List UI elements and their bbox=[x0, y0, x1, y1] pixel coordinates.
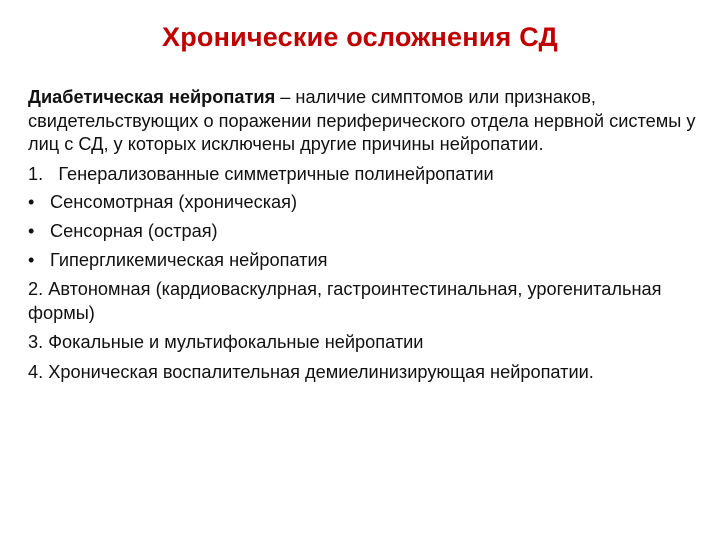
bullet-item bbox=[28, 191, 704, 215]
definition-paragraph bbox=[28, 86, 704, 157]
bullet-marker: • bbox=[28, 249, 35, 270]
bullet-text: Сенсомотрная (хроническая) bbox=[50, 192, 298, 213]
list-item-1-number: 1. bbox=[28, 163, 44, 184]
bullet-text: Гипергликемическая нейропатия bbox=[50, 249, 328, 270]
bullet-item bbox=[28, 249, 704, 273]
bullet-marker: • bbox=[28, 220, 35, 241]
bullet-item bbox=[28, 220, 704, 244]
list-item-4: 4. Хроническая воспалительная демиелинизирующая нейропатии. bbox=[28, 361, 594, 382]
definition-term: Диабетическая нейропатия bbox=[28, 87, 276, 107]
bullet-marker: • bbox=[28, 192, 35, 213]
slide-body bbox=[28, 86, 704, 385]
definition-dash: – bbox=[275, 87, 296, 107]
definition-text: наличие симптомов или признаков, свидетельствующих о поражении периферического отдела нервной системы у лиц с СД, у которых исключены другие причины нейропатии. bbox=[28, 87, 696, 155]
list-item-2: 2. Автономная (кардиоваскулрная, гастроинтестинальная, урогенитальная формы) bbox=[28, 279, 662, 323]
bullet-text: Сенсорная (острая) bbox=[50, 220, 218, 241]
list-item-1 bbox=[28, 163, 704, 187]
list-item-3: 3. Фокальные и мультифокальные нейропатии bbox=[28, 332, 424, 353]
list-item-1-text: Генерализованные симметричные полинейропатии bbox=[58, 163, 494, 184]
slide-title: Хронические осложнения СД bbox=[162, 22, 558, 52]
